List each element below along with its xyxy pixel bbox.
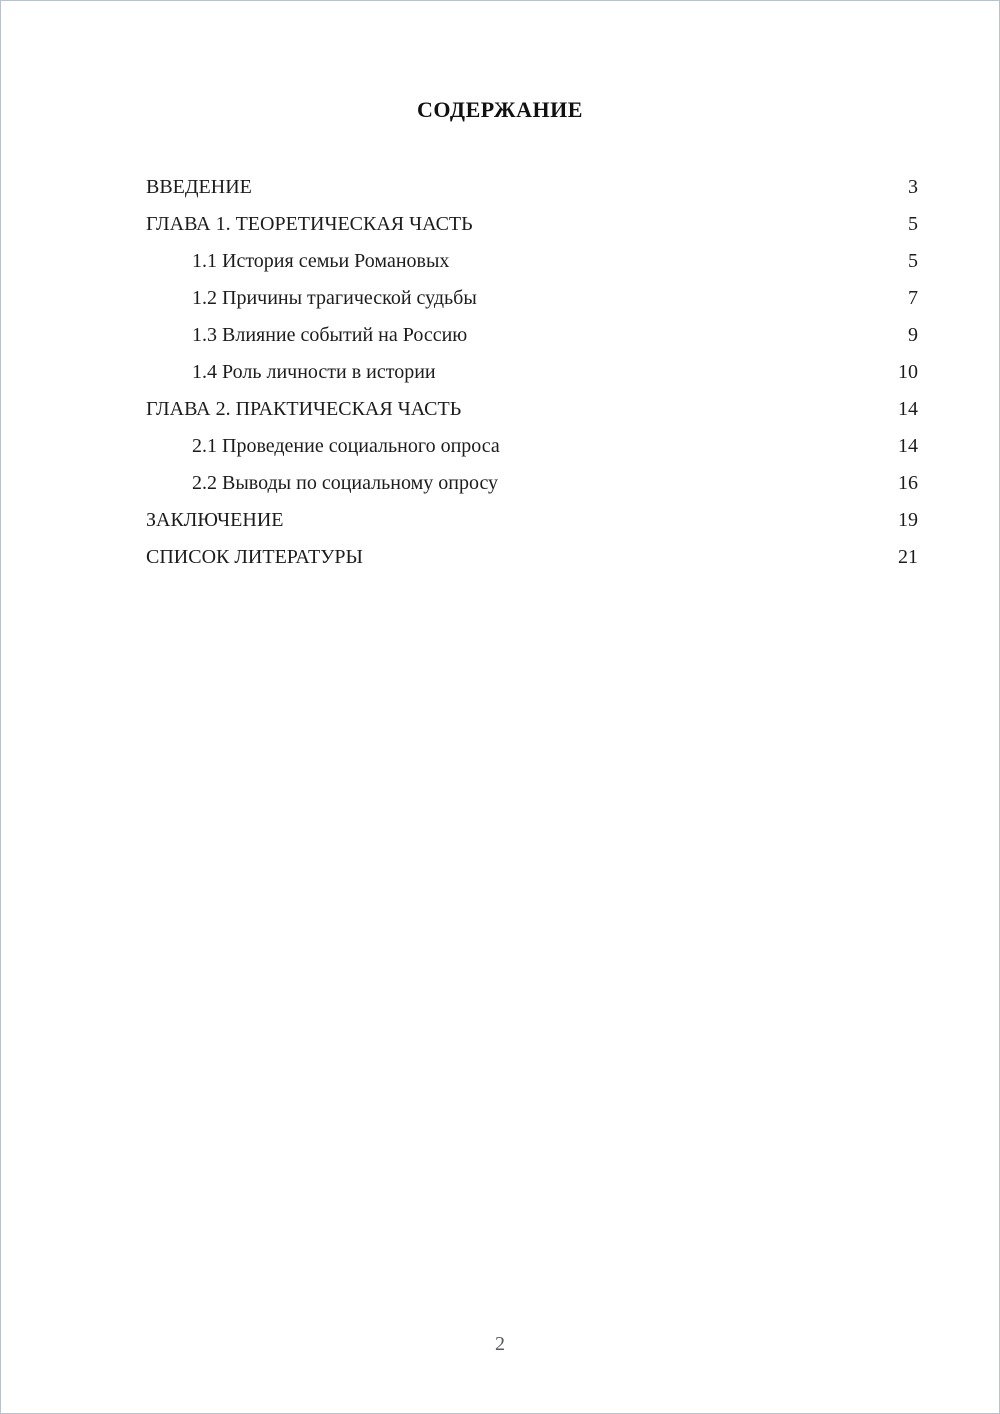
toc-entry [146, 465, 918, 502]
toc-entry-page-number: 14 [898, 398, 918, 420]
toc-entry-page-number: 14 [898, 435, 918, 457]
toc-entry-label: 1.1 История семьи Романовых [192, 250, 450, 272]
toc-entry-label: 2.2 Выводы по социальному опросу [192, 472, 499, 494]
toc-entry [146, 502, 918, 539]
toc-entry-page-number: 10 [898, 361, 918, 383]
toc-entry [146, 391, 918, 428]
toc-entry-label: 1.4 Роль личности в истории [192, 361, 436, 383]
toc-entry [146, 280, 918, 317]
toc-entry-label: СПИСОК ЛИТЕРАТУРЫ [146, 546, 363, 568]
toc-entry-page-number: 19 [898, 509, 918, 531]
toc-list [146, 169, 918, 576]
toc-entry-label: ГЛАВА 2. ПРАКТИЧЕСКАЯ ЧАСТЬ [146, 398, 462, 420]
toc-entry-label: 1.2 Причины трагической судьбы [192, 287, 477, 309]
toc-entry [146, 243, 918, 280]
toc-entry [146, 539, 918, 576]
toc-entry-page-number: 16 [898, 472, 918, 494]
footer-page-number: 2 [495, 1333, 505, 1355]
toc-entry [146, 206, 918, 243]
toc-entry [146, 354, 918, 391]
toc-entry-page-number: 7 [908, 287, 918, 309]
toc-entry-label: ЗАКЛЮЧЕНИЕ [146, 509, 284, 531]
toc-entry-label: 1.3 Влияние событий на Россию [192, 324, 468, 346]
toc-entry-label: 2.1 Проведение социального опроса [192, 435, 500, 457]
toc-entry-page-number: 5 [908, 213, 918, 235]
toc-entry-page-number: 9 [908, 324, 918, 346]
toc-entry-page-number: 21 [898, 546, 918, 568]
toc-entry [146, 317, 918, 354]
toc-entry-label: ВВЕДЕНИЕ [146, 176, 252, 198]
toc-entry [146, 169, 918, 206]
toc-entry [146, 428, 918, 465]
toc-entry-page-number: 3 [908, 176, 918, 198]
toc-entry-label: ГЛАВА 1. ТЕОРЕТИЧЕСКАЯ ЧАСТЬ [146, 213, 473, 235]
toc-entry-page-number: 5 [908, 250, 918, 272]
page-title: СОДЕРЖАНИЕ [417, 97, 583, 122]
